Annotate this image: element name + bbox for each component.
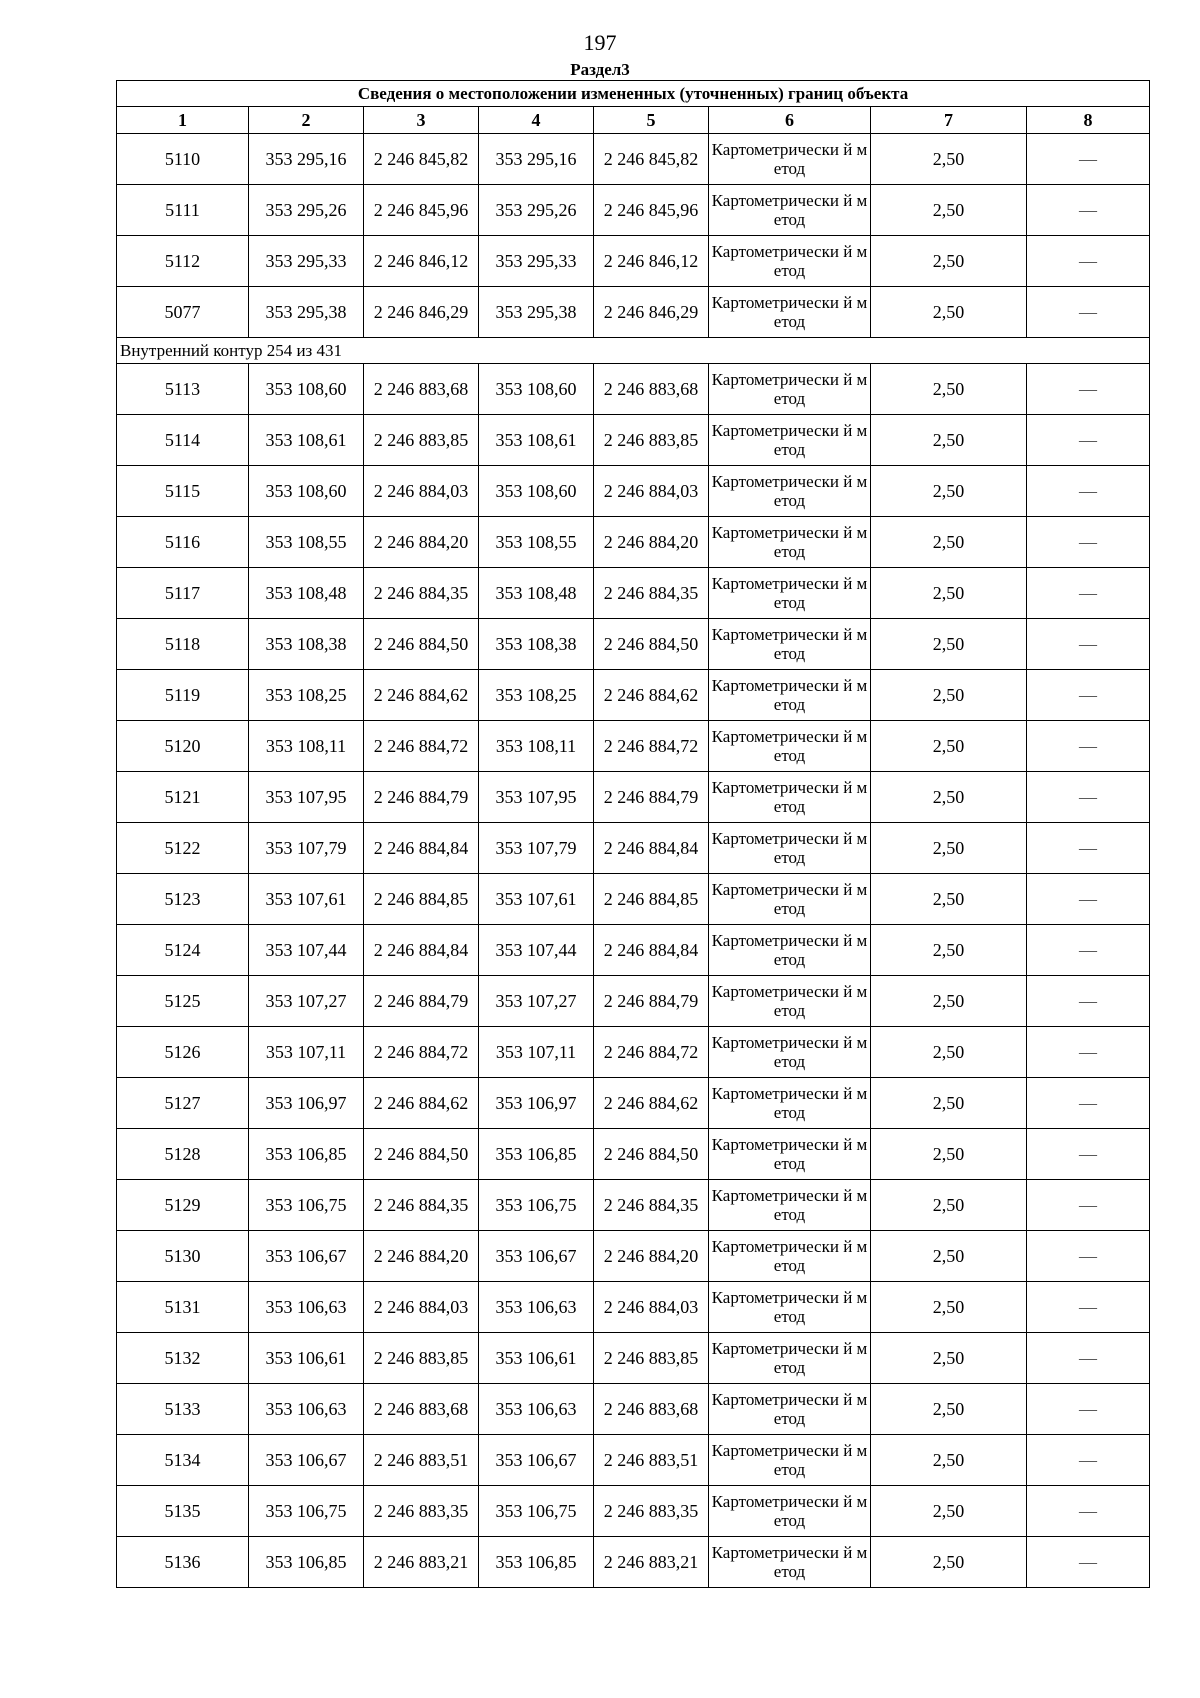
y-new-cell: 2 246 884,20 <box>594 1231 709 1282</box>
point-number-cell: 5077 <box>117 287 249 338</box>
accuracy-cell: 2,50 <box>871 1435 1027 1486</box>
x-new-cell: 353 106,85 <box>479 1537 594 1588</box>
y-new-cell: 2 246 884,35 <box>594 1180 709 1231</box>
y-old-cell: 2 246 884,35 <box>364 568 479 619</box>
accuracy-cell: 2,50 <box>871 772 1027 823</box>
method-cell: Картометрически й метод <box>709 1129 871 1180</box>
x-old-cell: 353 106,67 <box>249 1231 364 1282</box>
note-cell: — <box>1027 1384 1150 1435</box>
x-old-cell: 353 108,60 <box>249 364 364 415</box>
note-cell: — <box>1027 364 1150 415</box>
y-new-cell: 2 246 884,84 <box>594 823 709 874</box>
point-number-cell: 5127 <box>117 1078 249 1129</box>
x-old-cell: 353 106,61 <box>249 1333 364 1384</box>
method-cell: Картометрически й метод <box>709 670 871 721</box>
x-old-cell: 353 108,55 <box>249 517 364 568</box>
method-cell: Картометрически й метод <box>709 287 871 338</box>
x-new-cell: 353 106,85 <box>479 1129 594 1180</box>
y-old-cell: 2 246 845,82 <box>364 134 479 185</box>
x-new-cell: 353 106,97 <box>479 1078 594 1129</box>
y-old-cell: 2 246 883,51 <box>364 1435 479 1486</box>
point-number-cell: 5131 <box>117 1282 249 1333</box>
column-header: 2 <box>249 107 364 134</box>
x-new-cell: 353 106,75 <box>479 1180 594 1231</box>
note-cell: — <box>1027 874 1150 925</box>
y-new-cell: 2 246 883,85 <box>594 1333 709 1384</box>
table-row <box>117 364 1150 415</box>
accuracy-cell: 2,50 <box>871 185 1027 236</box>
accuracy-cell: 2,50 <box>871 287 1027 338</box>
point-number-cell: 5115 <box>117 466 249 517</box>
column-header: 4 <box>479 107 594 134</box>
note-cell: — <box>1027 1231 1150 1282</box>
method-cell: Картометрически й метод <box>709 1486 871 1537</box>
accuracy-cell: 2,50 <box>871 568 1027 619</box>
table-row <box>117 925 1150 976</box>
x-new-cell: 353 107,44 <box>479 925 594 976</box>
section-title: Раздел3 <box>570 60 630 79</box>
note-cell: — <box>1027 1282 1150 1333</box>
y-new-cell: 2 246 845,82 <box>594 134 709 185</box>
y-old-cell: 2 246 884,50 <box>364 1129 479 1180</box>
table-row <box>117 976 1150 1027</box>
y-new-cell: 2 246 884,85 <box>594 874 709 925</box>
x-new-cell: 353 108,60 <box>479 364 594 415</box>
x-old-cell: 353 108,11 <box>249 721 364 772</box>
column-header: 7 <box>871 107 1027 134</box>
point-number-cell: 5132 <box>117 1333 249 1384</box>
method-cell: Картометрически й метод <box>709 925 871 976</box>
y-new-cell: 2 246 884,20 <box>594 517 709 568</box>
method-cell: Картометрически й метод <box>709 466 871 517</box>
x-old-cell: 353 106,63 <box>249 1282 364 1333</box>
table-row <box>117 1231 1150 1282</box>
y-old-cell: 2 246 883,35 <box>364 1486 479 1537</box>
y-new-cell: 2 246 884,62 <box>594 670 709 721</box>
method-cell: Картометрически й метод <box>709 1333 871 1384</box>
point-number-cell: 5134 <box>117 1435 249 1486</box>
y-new-cell: 2 246 883,21 <box>594 1537 709 1588</box>
note-cell: — <box>1027 466 1150 517</box>
x-old-cell: 353 106,75 <box>249 1180 364 1231</box>
y-new-cell: 2 246 884,72 <box>594 1027 709 1078</box>
accuracy-cell: 2,50 <box>871 517 1027 568</box>
table-row <box>117 670 1150 721</box>
table-row <box>117 236 1150 287</box>
x-new-cell: 353 108,11 <box>479 721 594 772</box>
x-old-cell: 353 108,61 <box>249 415 364 466</box>
accuracy-cell: 2,50 <box>871 1129 1027 1180</box>
table-row <box>117 1537 1150 1588</box>
accuracy-cell: 2,50 <box>871 874 1027 925</box>
note-cell: — <box>1027 1486 1150 1537</box>
accuracy-cell: 2,50 <box>871 1231 1027 1282</box>
point-number-cell: 5125 <box>117 976 249 1027</box>
x-old-cell: 353 295,38 <box>249 287 364 338</box>
table-row <box>117 1333 1150 1384</box>
note-cell: — <box>1027 568 1150 619</box>
x-old-cell: 353 108,38 <box>249 619 364 670</box>
y-new-cell: 2 246 846,29 <box>594 287 709 338</box>
y-old-cell: 2 246 883,21 <box>364 1537 479 1588</box>
y-old-cell: 2 246 884,62 <box>364 670 479 721</box>
method-cell: Картометрически й метод <box>709 1435 871 1486</box>
accuracy-cell: 2,50 <box>871 1384 1027 1435</box>
table-row <box>117 517 1150 568</box>
y-old-cell: 2 246 884,50 <box>364 619 479 670</box>
table-row <box>117 568 1150 619</box>
y-old-cell: 2 246 883,68 <box>364 1384 479 1435</box>
note-cell: — <box>1027 823 1150 874</box>
accuracy-cell: 2,50 <box>871 670 1027 721</box>
y-old-cell: 2 246 884,84 <box>364 925 479 976</box>
method-cell: Картометрически й метод <box>709 517 871 568</box>
point-number-cell: 5121 <box>117 772 249 823</box>
x-old-cell: 353 106,75 <box>249 1486 364 1537</box>
x-new-cell: 353 106,67 <box>479 1231 594 1282</box>
table-row <box>117 1282 1150 1333</box>
x-new-cell: 353 107,79 <box>479 823 594 874</box>
table-row <box>117 134 1150 185</box>
point-number-cell: 5116 <box>117 517 249 568</box>
x-old-cell: 353 295,33 <box>249 236 364 287</box>
x-new-cell: 353 107,27 <box>479 976 594 1027</box>
y-new-cell: 2 246 884,50 <box>594 619 709 670</box>
note-cell: — <box>1027 619 1150 670</box>
method-cell: Картометрически й метод <box>709 185 871 236</box>
point-number-cell: 5112 <box>117 236 249 287</box>
method-cell: Картометрически й метод <box>709 1180 871 1231</box>
y-new-cell: 2 246 884,03 <box>594 466 709 517</box>
contour-row <box>117 338 1150 364</box>
x-old-cell: 353 107,79 <box>249 823 364 874</box>
x-new-cell: 353 295,33 <box>479 236 594 287</box>
y-new-cell: 2 246 846,12 <box>594 236 709 287</box>
y-old-cell: 2 246 846,12 <box>364 236 479 287</box>
table-caption-row <box>117 81 1150 107</box>
accuracy-cell: 2,50 <box>871 1282 1027 1333</box>
note-cell: — <box>1027 1129 1150 1180</box>
note-cell: — <box>1027 185 1150 236</box>
accuracy-cell: 2,50 <box>871 925 1027 976</box>
x-old-cell: 353 106,63 <box>249 1384 364 1435</box>
point-number-cell: 5135 <box>117 1486 249 1537</box>
x-old-cell: 353 108,25 <box>249 670 364 721</box>
y-old-cell: 2 246 884,72 <box>364 721 479 772</box>
method-cell: Картометрически й метод <box>709 1231 871 1282</box>
table-row <box>117 772 1150 823</box>
y-new-cell: 2 246 883,68 <box>594 364 709 415</box>
x-old-cell: 353 107,11 <box>249 1027 364 1078</box>
table-row <box>117 1078 1150 1129</box>
note-cell: — <box>1027 670 1150 721</box>
y-old-cell: 2 246 883,85 <box>364 1333 479 1384</box>
method-cell: Картометрически й метод <box>709 1282 871 1333</box>
method-cell: Картометрически й метод <box>709 1078 871 1129</box>
note-cell: — <box>1027 1537 1150 1588</box>
point-number-cell: 5118 <box>117 619 249 670</box>
x-new-cell: 353 295,16 <box>479 134 594 185</box>
point-number-cell: 5119 <box>117 670 249 721</box>
point-number-cell: 5122 <box>117 823 249 874</box>
y-new-cell: 2 246 884,35 <box>594 568 709 619</box>
method-cell: Картометрически й метод <box>709 415 871 466</box>
table-row <box>117 1435 1150 1486</box>
note-cell: — <box>1027 1333 1150 1384</box>
x-new-cell: 353 108,48 <box>479 568 594 619</box>
point-number-cell: 5111 <box>117 185 249 236</box>
x-old-cell: 353 108,60 <box>249 466 364 517</box>
method-cell: Картометрически й метод <box>709 568 871 619</box>
note-cell: — <box>1027 415 1150 466</box>
point-number-cell: 5126 <box>117 1027 249 1078</box>
note-cell: — <box>1027 517 1150 568</box>
x-new-cell: 353 106,67 <box>479 1435 594 1486</box>
x-old-cell: 353 106,97 <box>249 1078 364 1129</box>
method-cell: Картометрически й метод <box>709 823 871 874</box>
table-row <box>117 466 1150 517</box>
y-new-cell: 2 246 883,68 <box>594 1384 709 1435</box>
y-old-cell: 2 246 883,68 <box>364 364 479 415</box>
x-old-cell: 353 108,48 <box>249 568 364 619</box>
y-old-cell: 2 246 884,03 <box>364 466 479 517</box>
column-header: 5 <box>594 107 709 134</box>
method-cell: Картометрически й метод <box>709 1384 871 1435</box>
y-old-cell: 2 246 884,35 <box>364 1180 479 1231</box>
point-number-cell: 5113 <box>117 364 249 415</box>
table-row <box>117 619 1150 670</box>
note-cell: — <box>1027 1027 1150 1078</box>
accuracy-cell: 2,50 <box>871 415 1027 466</box>
y-old-cell: 2 246 884,79 <box>364 772 479 823</box>
note-cell: — <box>1027 976 1150 1027</box>
x-new-cell: 353 107,61 <box>479 874 594 925</box>
y-old-cell: 2 246 845,96 <box>364 185 479 236</box>
x-old-cell: 353 106,85 <box>249 1537 364 1588</box>
x-new-cell: 353 295,26 <box>479 185 594 236</box>
accuracy-cell: 2,50 <box>871 134 1027 185</box>
x-new-cell: 353 106,75 <box>479 1486 594 1537</box>
y-new-cell: 2 246 884,79 <box>594 976 709 1027</box>
y-new-cell: 2 246 884,62 <box>594 1078 709 1129</box>
point-number-cell: 5110 <box>117 134 249 185</box>
accuracy-cell: 2,50 <box>871 1333 1027 1384</box>
y-old-cell: 2 246 884,20 <box>364 1231 479 1282</box>
column-header: 1 <box>117 107 249 134</box>
accuracy-cell: 2,50 <box>871 1078 1027 1129</box>
point-number-cell: 5129 <box>117 1180 249 1231</box>
note-cell: — <box>1027 772 1150 823</box>
accuracy-cell: 2,50 <box>871 236 1027 287</box>
column-header: 8 <box>1027 107 1150 134</box>
x-old-cell: 353 295,16 <box>249 134 364 185</box>
table-row <box>117 415 1150 466</box>
note-cell: — <box>1027 134 1150 185</box>
y-old-cell: 2 246 884,72 <box>364 1027 479 1078</box>
y-new-cell: 2 246 884,72 <box>594 721 709 772</box>
y-new-cell: 2 246 845,96 <box>594 185 709 236</box>
x-old-cell: 353 107,61 <box>249 874 364 925</box>
column-header-row <box>117 107 1150 134</box>
accuracy-cell: 2,50 <box>871 823 1027 874</box>
point-number-cell: 5136 <box>117 1537 249 1588</box>
note-cell: — <box>1027 721 1150 772</box>
y-old-cell: 2 246 884,84 <box>364 823 479 874</box>
note-cell: — <box>1027 925 1150 976</box>
method-cell: Картометрически й метод <box>709 976 871 1027</box>
x-new-cell: 353 295,38 <box>479 287 594 338</box>
method-cell: Картометрически й метод <box>709 721 871 772</box>
y-new-cell: 2 246 883,51 <box>594 1435 709 1486</box>
x-old-cell: 353 107,95 <box>249 772 364 823</box>
x-old-cell: 353 295,26 <box>249 185 364 236</box>
note-cell: — <box>1027 236 1150 287</box>
method-cell: Картометрически й метод <box>709 364 871 415</box>
table-caption: Сведения о местоположении измененных (уточненных) границ объекта <box>117 81 1150 107</box>
point-number-cell: 5128 <box>117 1129 249 1180</box>
table-row <box>117 1486 1150 1537</box>
table-row <box>117 1384 1150 1435</box>
y-old-cell: 2 246 884,20 <box>364 517 479 568</box>
table-row <box>117 1129 1150 1180</box>
point-number-cell: 5133 <box>117 1384 249 1435</box>
accuracy-cell: 2,50 <box>871 619 1027 670</box>
y-new-cell: 2 246 884,84 <box>594 925 709 976</box>
accuracy-cell: 2,50 <box>871 1180 1027 1231</box>
accuracy-cell: 2,50 <box>871 466 1027 517</box>
x-new-cell: 353 106,63 <box>479 1282 594 1333</box>
point-number-cell: 5124 <box>117 925 249 976</box>
y-old-cell: 2 246 884,03 <box>364 1282 479 1333</box>
x-old-cell: 353 106,85 <box>249 1129 364 1180</box>
column-header: 6 <box>709 107 871 134</box>
note-cell: — <box>1027 1435 1150 1486</box>
table-row <box>117 1027 1150 1078</box>
method-cell: Картометрически й метод <box>709 772 871 823</box>
x-new-cell: 353 106,61 <box>479 1333 594 1384</box>
y-new-cell: 2 246 884,50 <box>594 1129 709 1180</box>
x-new-cell: 353 108,55 <box>479 517 594 568</box>
x-new-cell: 353 107,11 <box>479 1027 594 1078</box>
method-cell: Картометрически й метод <box>709 1537 871 1588</box>
x-new-cell: 353 106,63 <box>479 1384 594 1435</box>
y-old-cell: 2 246 883,85 <box>364 415 479 466</box>
contour-label: Внутренний контур 254 из 431 <box>117 338 1150 364</box>
x-new-cell: 353 108,38 <box>479 619 594 670</box>
y-old-cell: 2 246 884,85 <box>364 874 479 925</box>
accuracy-cell: 2,50 <box>871 364 1027 415</box>
boundary-table <box>116 80 1150 1588</box>
y-new-cell: 2 246 884,79 <box>594 772 709 823</box>
point-number-cell: 5114 <box>117 415 249 466</box>
accuracy-cell: 2,50 <box>871 976 1027 1027</box>
point-number-cell: 5117 <box>117 568 249 619</box>
accuracy-cell: 2,50 <box>871 1486 1027 1537</box>
note-cell: — <box>1027 287 1150 338</box>
point-number-cell: 5120 <box>117 721 249 772</box>
point-number-cell: 5123 <box>117 874 249 925</box>
table-row <box>117 721 1150 772</box>
y-new-cell: 2 246 883,85 <box>594 415 709 466</box>
accuracy-cell: 2,50 <box>871 1027 1027 1078</box>
x-new-cell: 353 107,95 <box>479 772 594 823</box>
y-new-cell: 2 246 883,35 <box>594 1486 709 1537</box>
method-cell: Картометрически й метод <box>709 1027 871 1078</box>
accuracy-cell: 2,50 <box>871 721 1027 772</box>
y-old-cell: 2 246 884,79 <box>364 976 479 1027</box>
y-old-cell: 2 246 846,29 <box>364 287 479 338</box>
x-new-cell: 353 108,60 <box>479 466 594 517</box>
method-cell: Картометрически й метод <box>709 134 871 185</box>
accuracy-cell: 2,50 <box>871 1537 1027 1588</box>
method-cell: Картометрически й метод <box>709 874 871 925</box>
x-old-cell: 353 107,27 <box>249 976 364 1027</box>
x-new-cell: 353 108,61 <box>479 415 594 466</box>
table-row <box>117 874 1150 925</box>
x-old-cell: 353 107,44 <box>249 925 364 976</box>
method-cell: Картометрически й метод <box>709 619 871 670</box>
table-row <box>117 823 1150 874</box>
column-header: 3 <box>364 107 479 134</box>
method-cell: Картометрически й метод <box>709 236 871 287</box>
point-number-cell: 5130 <box>117 1231 249 1282</box>
x-new-cell: 353 108,25 <box>479 670 594 721</box>
y-new-cell: 2 246 884,03 <box>594 1282 709 1333</box>
note-cell: — <box>1027 1180 1150 1231</box>
note-cell: — <box>1027 1078 1150 1129</box>
page-number: 197 <box>583 30 617 55</box>
table-row <box>117 287 1150 338</box>
table-row <box>117 1180 1150 1231</box>
y-old-cell: 2 246 884,62 <box>364 1078 479 1129</box>
x-old-cell: 353 106,67 <box>249 1435 364 1486</box>
table-row <box>117 185 1150 236</box>
